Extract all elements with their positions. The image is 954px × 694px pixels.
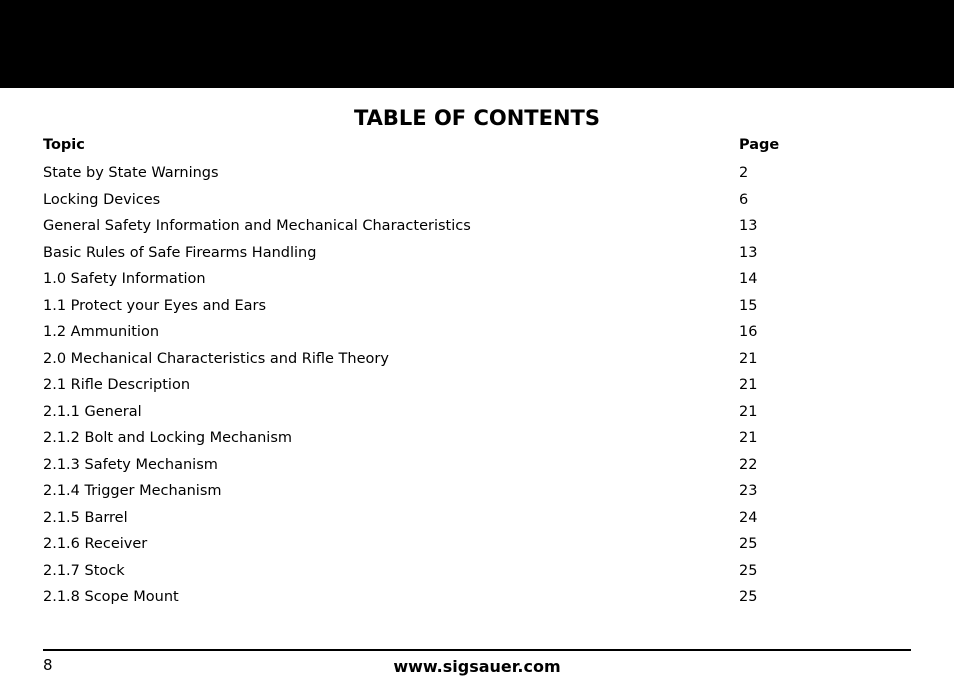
page-column-header: Page (739, 137, 780, 153)
toc-row (43, 560, 903, 587)
toc-page: 2 (739, 165, 749, 181)
topic-column-header: Topic (43, 137, 85, 153)
toc-page: 25 (739, 562, 758, 579)
page-title: TABLE OF CONTENTS (353, 106, 601, 130)
toc-page: 15 (739, 297, 758, 314)
toc-page: 16 (739, 324, 758, 340)
toc-row (43, 215, 903, 242)
toc-page: 23 (739, 483, 758, 499)
toc-row (43, 321, 903, 348)
toc-page: 22 (739, 456, 758, 473)
toc-page: 25 (739, 589, 758, 605)
toc-row (43, 454, 903, 481)
top-black-band (0, 0, 954, 88)
toc-page: 6 (739, 191, 749, 208)
toc-page: 13 (739, 218, 758, 234)
toc-topic: 2.1 Rifle Description (43, 377, 191, 393)
toc-row (43, 189, 903, 216)
toc-row (43, 507, 903, 534)
toc-header-row (43, 137, 903, 157)
toc-row (43, 242, 903, 269)
toc-page: 14 (739, 271, 758, 287)
toc-page: 13 (739, 244, 758, 261)
footer-rule (43, 649, 911, 651)
toc-row (43, 401, 903, 428)
toc-topic: 2.1.7 Stock (43, 562, 125, 579)
toc-row (43, 374, 903, 401)
toc-topic: 1.2 Ammunition (43, 324, 160, 340)
toc-list (43, 162, 903, 613)
toc-topic: 2.1.1 General (43, 403, 142, 420)
toc-topic: 2.1.5 Barrel (43, 509, 128, 526)
toc-topic: 2.1.2 Bolt and Locking Mechanism (43, 430, 293, 446)
toc-row (43, 348, 903, 375)
toc-topic: 1.1 Protect your Eyes and Ears (43, 297, 267, 314)
page-number: 8 (43, 656, 53, 674)
toc-row (43, 480, 903, 507)
toc-row (43, 295, 903, 322)
toc-topic: 2.1.6 Receiver (43, 536, 148, 552)
toc-page: 21 (739, 430, 758, 446)
toc-row (43, 268, 903, 295)
toc-page: 21 (739, 377, 758, 393)
toc-topic: Locking Devices (43, 191, 161, 208)
toc-topic: 2.1.4 Trigger Mechanism (43, 483, 222, 499)
toc-topic: State by State Warnings (43, 165, 219, 181)
toc-page: 21 (739, 350, 758, 367)
toc-page: 25 (739, 536, 758, 552)
toc-page: 24 (739, 509, 758, 526)
toc-topic: 2.1.8 Scope Mount (43, 589, 179, 605)
toc-row (43, 586, 903, 613)
toc-topic: 2.1.3 Safety Mechanism (43, 456, 218, 473)
footer-website: www.sigsauer.com (393, 657, 561, 676)
toc-topic: 1.0 Safety Information (43, 271, 206, 287)
toc-row (43, 162, 903, 189)
toc-page: 21 (739, 403, 758, 420)
toc-topic: Basic Rules of Safe Firearms Handling (43, 244, 317, 261)
toc-row (43, 533, 903, 560)
toc-topic: General Safety Information and Mechanical Characteristics (43, 218, 471, 234)
toc-row (43, 427, 903, 454)
toc-topic: 2.0 Mechanical Characteristics and Rifle Theory (43, 350, 389, 367)
